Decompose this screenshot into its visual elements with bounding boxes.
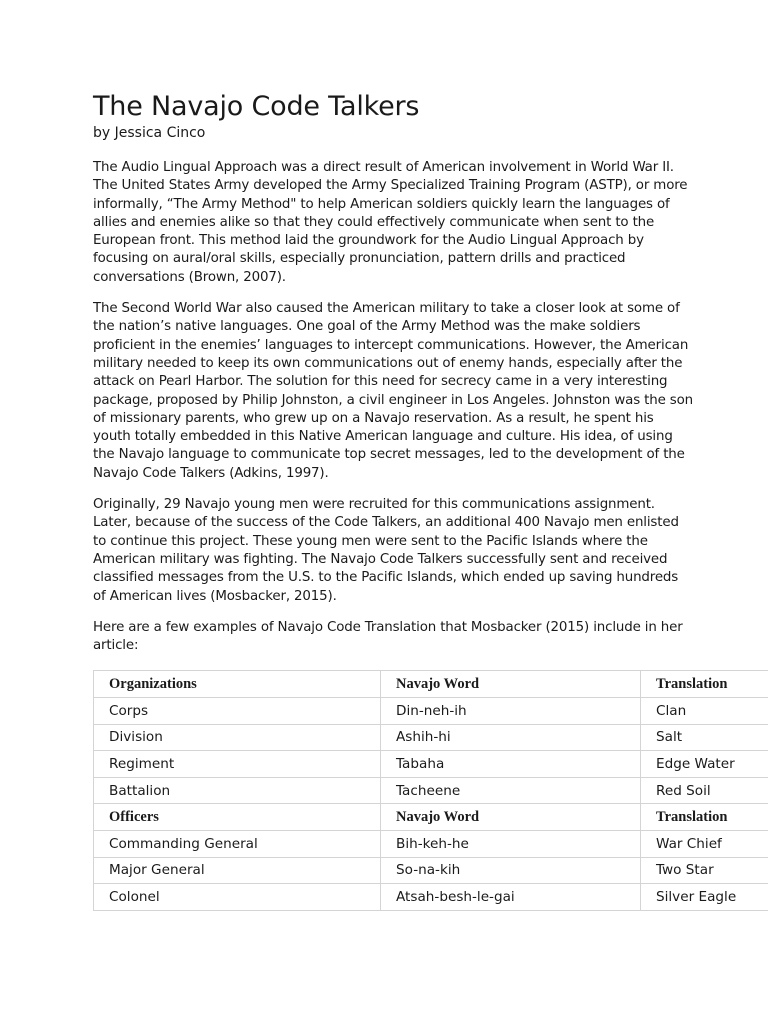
navajo-code-table-body <box>94 671 768 910</box>
paragraph-audio-lingual: The Audio Lingual Approach was a direct result of American involvement in World War II. The United States Army developed the Army Specialized Training Program (ASTP), or more informally, “The Army Method" to help American soldiers quickly learn the languages of allies and enemies alike so that they could effectively communicate when sent to the European front. This method laid the groundwork for the Audio Lingual Approach by focusing on aural/oral skills, especially pronunciation, pattern drills and practiced conversations (Brown, 2007). <box>93 160 688 285</box>
cell-translation: Salt <box>641 724 768 751</box>
table-row <box>94 698 768 725</box>
cell-navajo-word: Ashih-hi <box>381 724 641 751</box>
paragraph-recruitment: Originally, 29 Navajo young men were recruited for this communications assignment. Later, because of the success of the Code Talkers, an additional 400 Navajo men enlisted to continue this project. These young men were sent to the Pacific Islands where the American military was fighting. The Navajo Code Talkers successfully sent and received classified messages from the U.S. to the Pacific Islands, which ended up saving hundreds of American lives (Mosbacker, 2015). <box>93 497 679 604</box>
cell-navajo-word: Din-neh-ih <box>381 698 641 725</box>
header-cell-translation: Translation <box>641 804 768 831</box>
cell-navajo-word: Tacheene <box>381 777 641 804</box>
navajo-code-table <box>93 670 768 910</box>
cell-translation: Two Star <box>641 857 768 884</box>
cell-term: Battalion <box>94 777 381 804</box>
cell-term: Division <box>94 724 381 751</box>
cell-term: Commanding General <box>94 830 381 857</box>
table-row <box>94 724 768 751</box>
paragraph-second-world-war: The Second World War also caused the American military to take a closer look at some of the nation’s native languages. One goal of the Army Method was the make soldiers proficient in the enemies’ languages to intercept communications. However, the American military needed to keep its own communications out of enemy hands, especially after the attack on Pearl Harbor. The solution for this need for secrecy came in a very interesting package, proposed by Philip Johnston, a civil engineer in Los Angeles. Johnston was the son of missionary parents, who grew up on a Navajo reservation. As a result, he spent his youth totally embedded in this Native American language and culture. His idea, of using the Navajo language to communicate top secret messages, led to the development of the Navajo Code Talkers (Adkins, 1997). <box>93 301 693 481</box>
cell-navajo-word: So-na-kih <box>381 857 641 884</box>
cell-term: Corps <box>94 698 381 725</box>
cell-term: Colonel <box>94 884 381 911</box>
table-row <box>94 884 768 911</box>
table-header-row <box>94 671 768 698</box>
table-header-row <box>94 804 768 831</box>
cell-navajo-word: Bih-keh-he <box>381 830 641 857</box>
cell-navajo-word: Tabaha <box>381 751 641 778</box>
table-row <box>94 751 768 778</box>
paragraph-table-intro: Here are a few examples of Navajo Code Translation that Mosbacker (2015) include in her article: <box>93 619 683 654</box>
cell-translation: War Chief <box>641 830 768 857</box>
header-cell-term: Officers <box>94 804 381 831</box>
cell-term: Major General <box>94 857 381 884</box>
cell-term: Regiment <box>94 751 381 778</box>
table-row <box>94 777 768 804</box>
table-row <box>94 830 768 857</box>
header-cell-translation: Translation <box>641 671 768 698</box>
cell-translation: Edge Water <box>641 751 768 778</box>
header-cell-navajo-word: Navajo Word <box>381 671 641 698</box>
cell-translation: Clan <box>641 698 768 725</box>
document-title: The Navajo Code Talkers <box>93 91 420 122</box>
author-byline: by Jessica Cinco <box>93 125 206 141</box>
table-row <box>94 857 768 884</box>
header-cell-navajo-word: Navajo Word <box>381 804 641 831</box>
cell-translation: Silver Eagle <box>641 884 768 911</box>
document-page <box>93 90 768 911</box>
cell-translation: Red Soil <box>641 777 768 804</box>
cell-navajo-word: Atsah-besh-le-gai <box>381 884 641 911</box>
header-cell-term: Organizations <box>94 671 381 698</box>
